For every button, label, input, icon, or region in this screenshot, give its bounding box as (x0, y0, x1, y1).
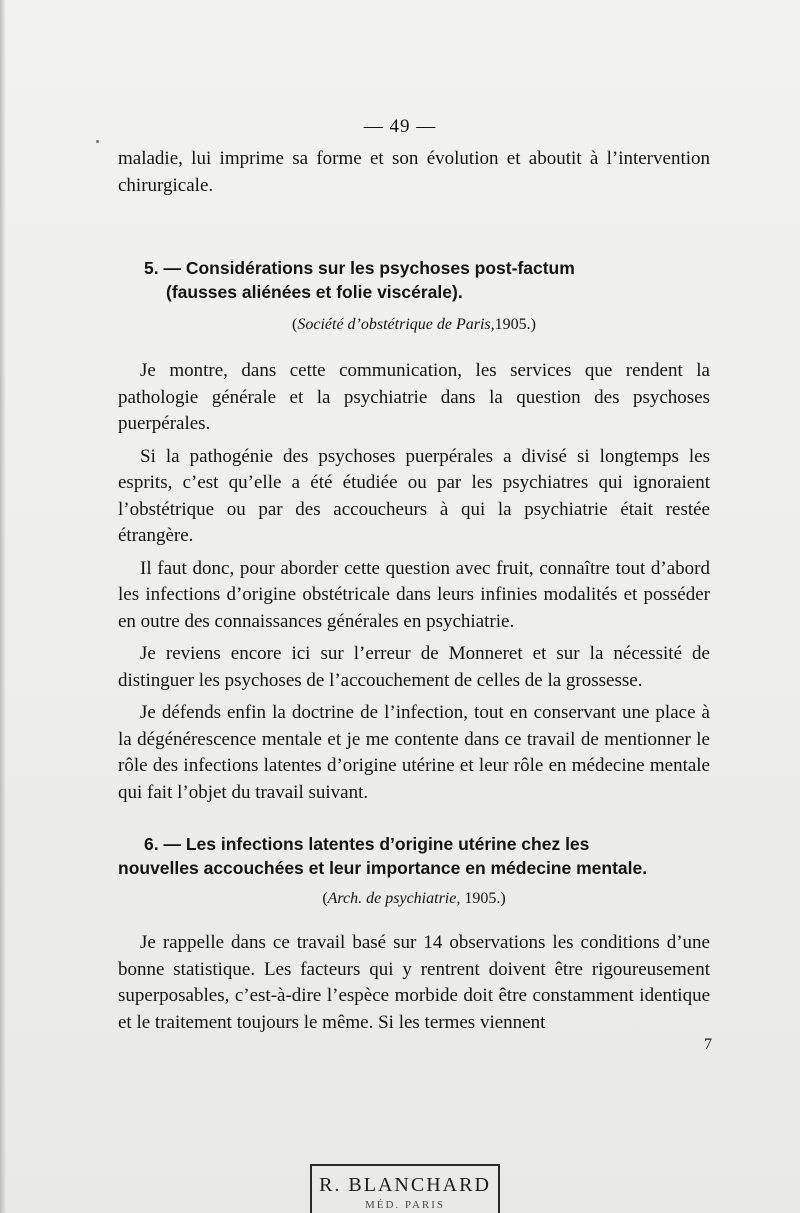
section-5-title-line2: (fausses aliénées et folie viscérale). (166, 282, 463, 302)
section-6-title-line1: 6. — Les infections latentes d’origine utérine chez les (144, 834, 590, 854)
intro-block (118, 146, 710, 199)
section-6-title-line2: nouvelles accouchées et leur importance en médecine mentale. (118, 858, 648, 878)
section-6-heading (118, 832, 718, 880)
page-number: — 49 — (363, 116, 437, 137)
section-5-title-line1: 5. — Considérations sur les psychoses post-factum (144, 258, 575, 278)
section-5-paragraph-4: Je reviens encore ici sur l’erreur de Monneret et sur la nécessité de distinguer les psychoses de l’accouchement de celles de la grossesse. (118, 643, 710, 691)
section-5-citation: (Société d’obstétrique de Paris,1905.) (292, 316, 536, 333)
library-stamp (310, 1164, 500, 1213)
section-5-year: 1905. (494, 316, 531, 333)
section-5-paragraph-5: Je défends enfin la doctrine de l’infection, tout en conservant une place à la dégénérescence mentale et je me contente dans ce travail de mentionner le rôle des infections latentes d’origine utérine et leur rôle en médecine mentale qui fait l’objet du travail suivant. (118, 702, 710, 803)
section-6-title (118, 832, 718, 880)
stamp-name: R. BLANCHARD (319, 1174, 491, 1196)
section-5-paragraph-1: Je montre, dans cette communication, les services que rendent la pathologie générale et la psychiatrie dans la question des psychoses puerpérales. (118, 360, 710, 434)
section-5-heading (144, 256, 710, 304)
section-6-citation: (Arch. de psychiatrie, 1905.) (322, 890, 506, 907)
section-6-journal: Arch. de psychiatrie, (327, 890, 461, 907)
ink-speck (96, 140, 99, 143)
section-5-body (118, 358, 710, 806)
section-6-body (118, 930, 710, 1036)
intro-paragraph: maladie, lui imprime sa forme et son évolution et aboutit à l’intervention chirurgicale. (118, 148, 710, 196)
section-5-title (144, 256, 710, 304)
signature-mark: 7 (704, 1036, 712, 1053)
section-5-paragraph-3: Il faut donc, pour aborder cette question avec fruit, connaître tout d’abord les infections d’origine obstétricale dans leurs infinies modalités et posséder en outre des connaissances générales en psychiatrie. (118, 557, 710, 632)
section-5-paragraph-2: Si la pathogénie des psychoses puerpérales a divisé si longtemps les esprits, c’est qu’elle a été étudiée ou par les psychiatres qui ignoraient l’obstétrique ou par des accoucheurs à qui la psychiatrie était restée étrangère. (118, 445, 710, 546)
stamp-subtitle: MÉD. PARIS (364, 1199, 446, 1211)
section-6-year: 1905. (464, 890, 501, 907)
section-6-paragraph-1: Je rappelle dans ce travail basé sur 14 observations les conditions d’une bonne statistique. Les facteurs qui y rentrent doivent être rigoureusement superposables, c’est-à-dire l’espèce morbide doit être constamment identique et le traitement toujours le même. Si les termes viennent (118, 932, 710, 1033)
section-5-journal: Société d’obstétrique de Paris, (297, 316, 495, 333)
